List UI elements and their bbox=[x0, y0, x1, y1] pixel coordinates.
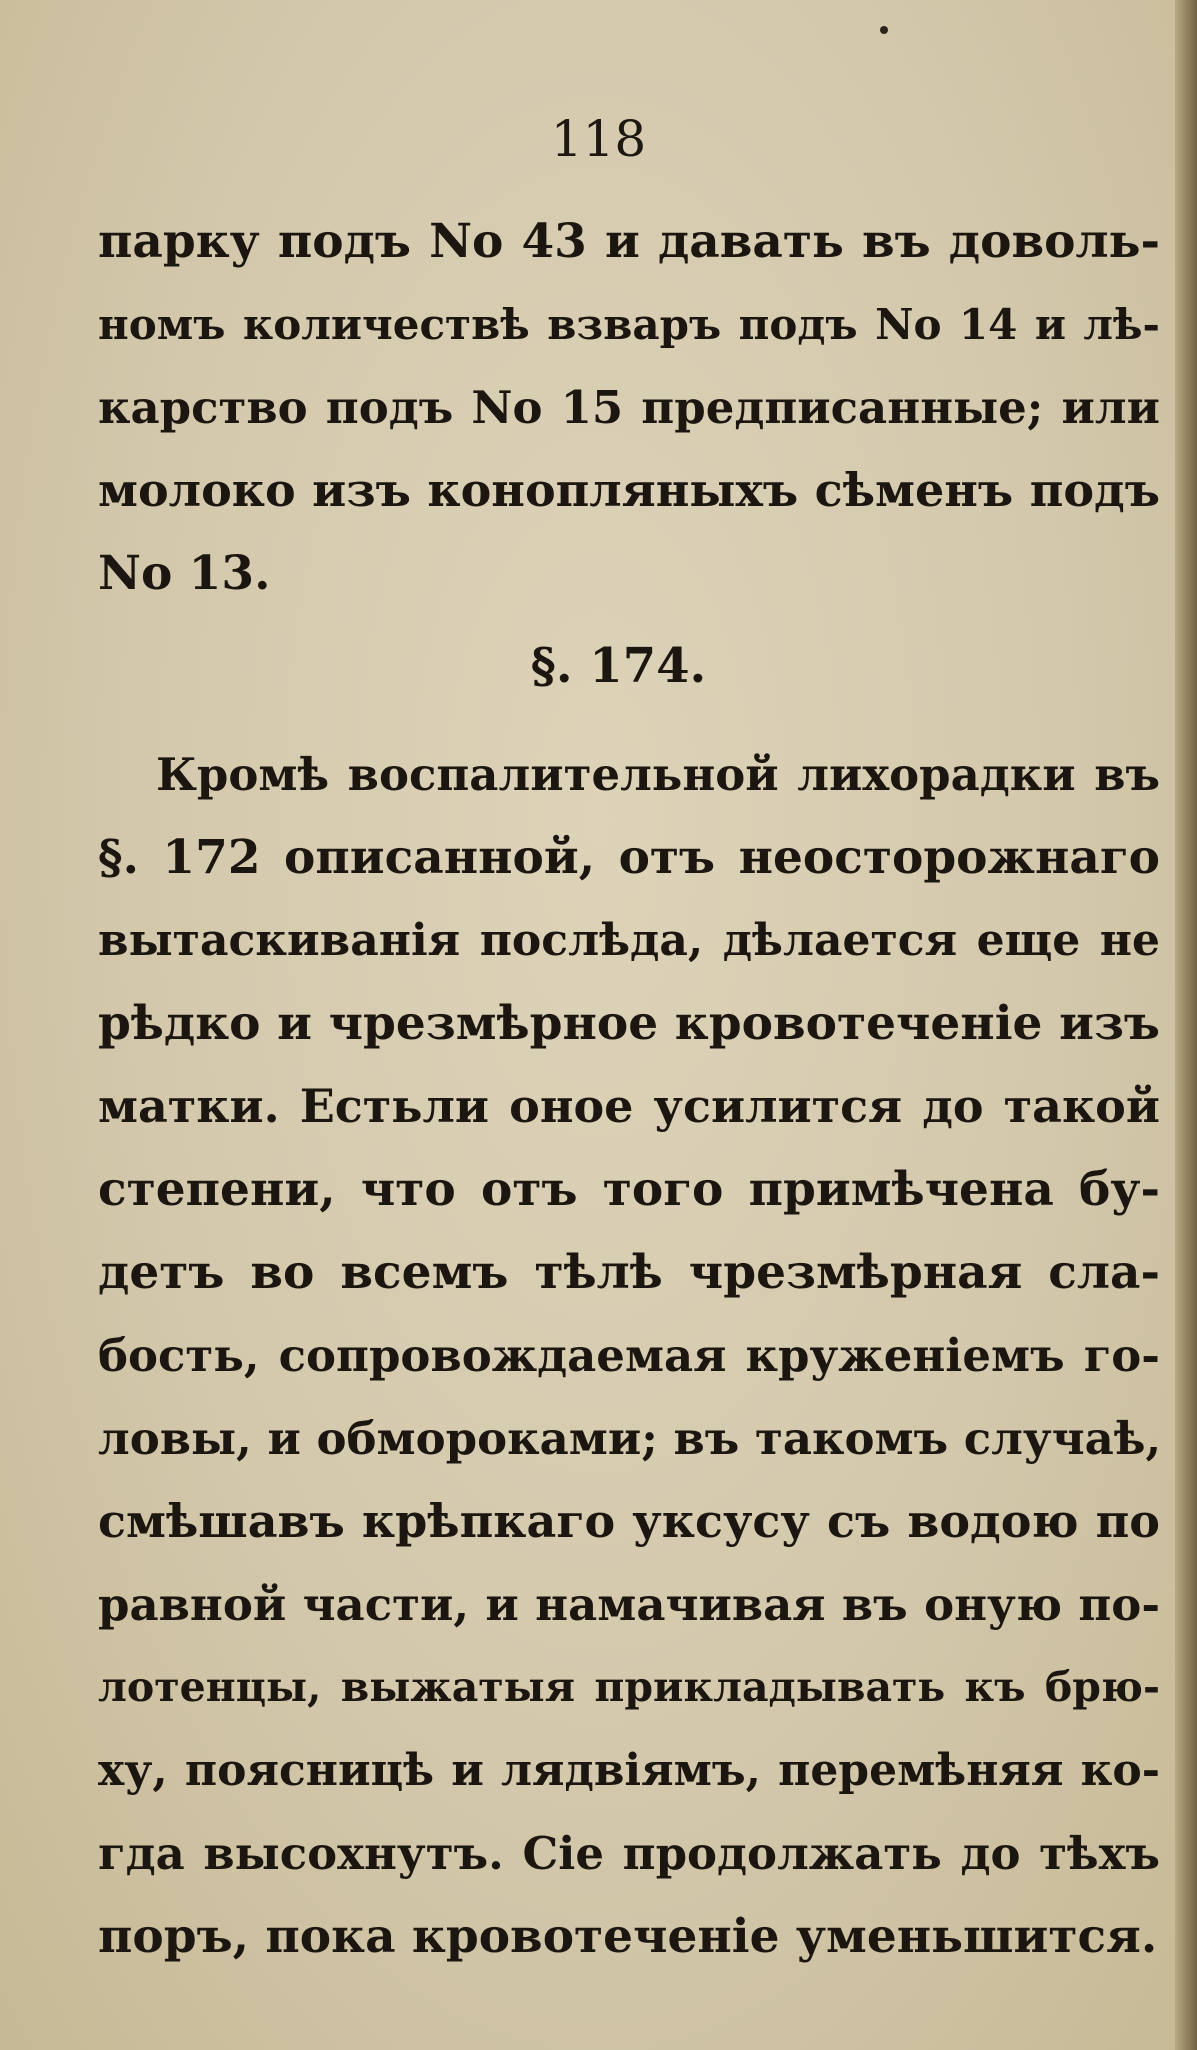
text-line: вытаскиванія послѣда, дѣлается еще не bbox=[98, 915, 1160, 966]
text-line: парку подъ No 43 и давать въ доволь- bbox=[98, 214, 1160, 269]
paragraph-2 bbox=[98, 733, 1160, 1978]
text-line: смѣшавъ крѣпкаго уксусу съ водою по bbox=[98, 1494, 1160, 1548]
section-heading: §. 174. bbox=[530, 638, 707, 694]
text-line: ху, поясницѣ и лядвіямъ, перемѣняя ко- bbox=[98, 1745, 1160, 1796]
text-line: §. 172 описанной, отъ неосторожнаго bbox=[98, 830, 1160, 885]
text-line: ловы, и обмороками; въ такомъ случаѣ, bbox=[98, 1412, 1162, 1465]
text-line: равной части, и намачивая въ оную по- bbox=[98, 1578, 1160, 1631]
text-line: лотенцы, выжатыя прикладывать къ брю- bbox=[98, 1663, 1160, 1711]
text-line: No 13. bbox=[98, 546, 271, 601]
paragraph-1 bbox=[98, 200, 1160, 615]
text-line: поръ, пока кровотеченіе уменьшится. bbox=[98, 1909, 1158, 1964]
text-line: Кромѣ воспалительной лихорадки въ bbox=[156, 748, 1160, 801]
text-line: номъ количествѣ взваръ подъ No 14 и лѣ- bbox=[98, 300, 1160, 349]
text-line: детъ во всемъ тѣлѣ чрезмѣрная сла- bbox=[98, 1245, 1160, 1300]
page-number: 118 bbox=[550, 110, 647, 168]
text-line: рѣдко и чрезмѣрное кровотеченіе изъ bbox=[98, 996, 1160, 1051]
text-line: молоко изъ конопляныхъ сѣменъ подъ bbox=[98, 463, 1160, 517]
text-line: бость, сопровождаемая круженіемъ го- bbox=[98, 1329, 1160, 1382]
text-line: матки. Естьли оное усилится до такой bbox=[98, 1079, 1160, 1133]
ink-speck bbox=[880, 26, 888, 34]
page-gutter-shadow bbox=[1175, 0, 1197, 2050]
text-line: гда высохнутъ. Сіе продолжать до тѣхъ bbox=[98, 1827, 1160, 1880]
text-line: карство подъ No 15 предписанные; или bbox=[98, 381, 1160, 434]
text-line: степени, что отъ того примѣчена бу- bbox=[98, 1162, 1160, 1217]
